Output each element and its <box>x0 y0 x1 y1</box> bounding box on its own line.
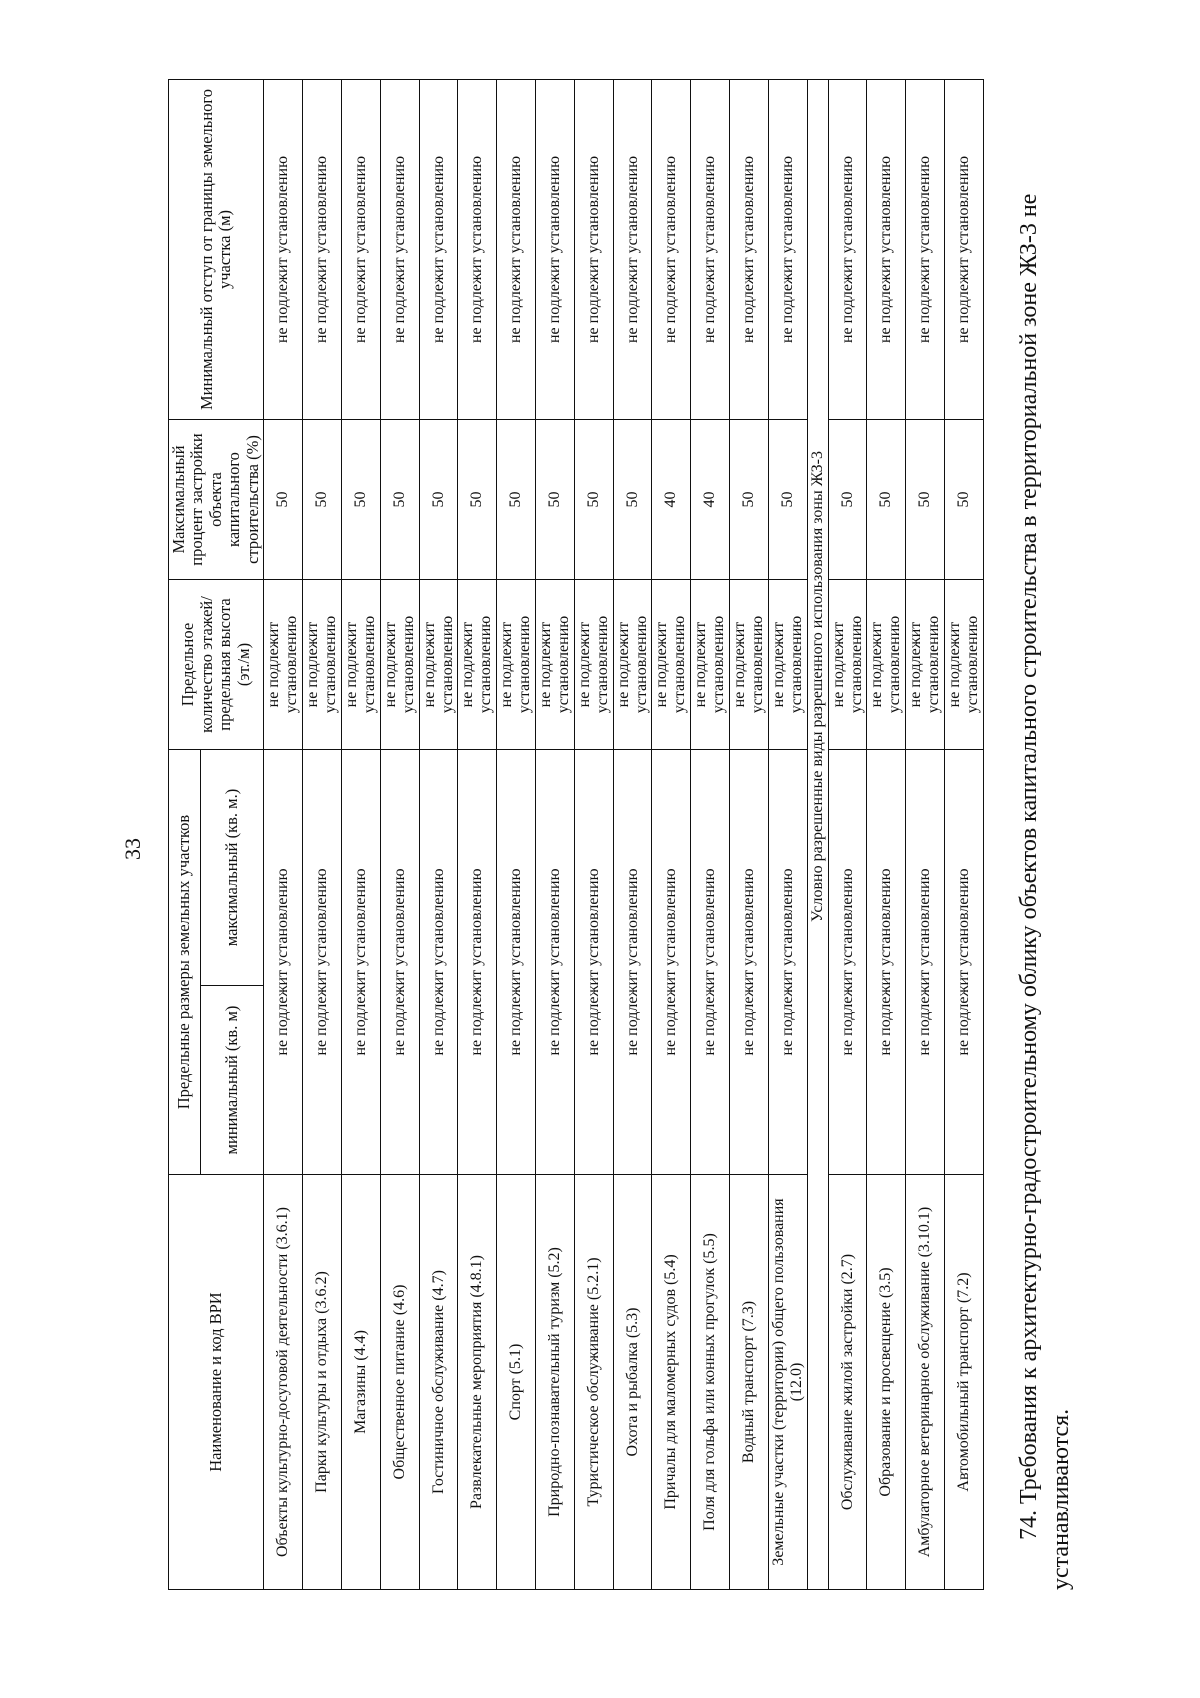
header-floors: Предельное количество этажей/ предельная высота (эт./м) <box>169 580 264 750</box>
row-floors: не подлежит установлению <box>691 580 730 750</box>
section-row <box>807 80 828 1590</box>
row-plot-size: не подлежит установлению <box>574 750 613 1175</box>
row-name: Спорт (5.1) <box>497 1175 536 1590</box>
row-floors: не подлежит установлению <box>458 580 497 750</box>
row-setback: не подлежит установлению <box>264 80 303 420</box>
table-row <box>867 80 906 1590</box>
row-name: Туристическое обслуживание (5.2.1) <box>574 1175 613 1590</box>
row-percent: 50 <box>945 420 984 580</box>
table-section <box>807 80 828 1590</box>
row-percent: 50 <box>497 420 536 580</box>
row-name: Причалы для маломерных судов (5.4) <box>652 1175 691 1590</box>
table-row <box>906 80 945 1590</box>
row-name: Гостиничное обслуживание (4.7) <box>419 1175 458 1590</box>
row-percent: 50 <box>341 420 380 580</box>
table-row <box>945 80 984 1590</box>
row-percent: 50 <box>574 420 613 580</box>
row-plot-size: не подлежит установлению <box>906 750 945 1175</box>
row-setback: не подлежит установлению <box>867 80 906 420</box>
row-setback: не подлежит установлению <box>497 80 536 420</box>
header-name: Наименование и код ВРИ <box>169 1175 264 1590</box>
row-floors: не подлежит установлению <box>768 580 807 750</box>
zoning-parameters-table <box>168 79 984 1590</box>
row-floors: не подлежит установлению <box>264 580 303 750</box>
header-plot-sizes: Предельные размеры земельных участков <box>169 750 201 1175</box>
row-plot-size: не подлежит установлению <box>380 750 419 1175</box>
row-setback: не подлежит установлению <box>419 80 458 420</box>
row-floors: не подлежит установлению <box>419 580 458 750</box>
row-plot-size: не подлежит установлению <box>536 750 575 1175</box>
row-name: Амбулаторное ветеринарное обслуживание (3.10.1) <box>906 1175 945 1590</box>
row-setback: не подлежит установлению <box>380 80 419 420</box>
table-row <box>730 80 769 1590</box>
row-setback: не подлежит установлению <box>574 80 613 420</box>
row-plot-size: не подлежит установлению <box>497 750 536 1175</box>
rotated-page-content <box>168 80 1077 1590</box>
header-min-max <box>201 750 264 1175</box>
row-name: Развлекательные мероприятия (4.8.1) <box>458 1175 497 1590</box>
row-setback: не подлежит установлению <box>945 80 984 420</box>
row-plot-size: не подлежит установлению <box>867 750 906 1175</box>
row-percent: 50 <box>380 420 419 580</box>
table-row <box>419 80 458 1590</box>
row-floors: не подлежит установлению <box>828 580 867 750</box>
row-percent: 50 <box>867 420 906 580</box>
section-title: Условно разрешенные виды разрешенного использования зоны ЖЗ-3 <box>807 80 828 1590</box>
row-name: Поля для гольфа или конных прогулок (5.5) <box>691 1175 730 1590</box>
table-header-row <box>169 80 201 1590</box>
row-plot-size: не подлежит установлению <box>341 750 380 1175</box>
row-plot-size: не подлежит установлению <box>768 750 807 1175</box>
row-name: Природно-познавательный туризм (5.2) <box>536 1175 575 1590</box>
row-plot-size: не подлежит установлению <box>652 750 691 1175</box>
row-percent: 40 <box>652 420 691 580</box>
row-setback: не подлежит установлению <box>341 80 380 420</box>
table-row <box>574 80 613 1590</box>
row-setback: не подлежит установлению <box>458 80 497 420</box>
row-floors: не подлежит установлению <box>652 580 691 750</box>
row-plot-size: не подлежит установлению <box>691 750 730 1175</box>
row-percent: 50 <box>536 420 575 580</box>
row-name: Общественное питание (4.6) <box>380 1175 419 1590</box>
row-floors: не подлежит установлению <box>613 580 652 750</box>
row-floors: не подлежит установлению <box>497 580 536 750</box>
table-row <box>768 80 807 1590</box>
row-percent: 50 <box>828 420 867 580</box>
row-percent: 50 <box>906 420 945 580</box>
row-name: Объекты культурно-досуговой деятельности (3.6.1) <box>264 1175 303 1590</box>
row-percent: 50 <box>419 420 458 580</box>
row-setback: не подлежит установлению <box>613 80 652 420</box>
table-row <box>536 80 575 1590</box>
table-row <box>303 80 342 1590</box>
table-row <box>458 80 497 1590</box>
row-name: Образование и просвещение (3.5) <box>867 1175 906 1590</box>
table-row <box>828 80 867 1590</box>
row-plot-size: не подлежит установлению <box>303 750 342 1175</box>
row-name: Автомобильный транспорт (7.2) <box>945 1175 984 1590</box>
table-row <box>652 80 691 1590</box>
row-floors: не подлежит установлению <box>867 580 906 750</box>
row-floors: не подлежит установлению <box>574 580 613 750</box>
row-setback: не подлежит установлению <box>691 80 730 420</box>
row-setback: не подлежит установлению <box>828 80 867 420</box>
row-percent: 40 <box>691 420 730 580</box>
row-floors: не подлежит установлению <box>945 580 984 750</box>
table-row <box>264 80 303 1590</box>
row-floors: не подлежит установлению <box>906 580 945 750</box>
header-setback: Минимальный отступ от границы земельного участка (м) <box>169 80 264 420</box>
header-max: максимальный (кв. м.) <box>222 788 242 947</box>
row-name: Парки культуры и отдыха (3.6.2) <box>303 1175 342 1590</box>
row-name: Водный транспорт (7.3) <box>730 1175 769 1590</box>
row-setback: не подлежит установлению <box>730 80 769 420</box>
row-plot-size: не подлежит установлению <box>458 750 497 1175</box>
row-floors: не подлежит установлению <box>536 580 575 750</box>
row-floors: не подлежит установлению <box>341 580 380 750</box>
table-row <box>691 80 730 1590</box>
row-floors: не подлежит установлению <box>730 580 769 750</box>
row-percent: 50 <box>768 420 807 580</box>
row-setback: не подлежит установлению <box>768 80 807 420</box>
row-percent: 50 <box>458 420 497 580</box>
table-row <box>613 80 652 1590</box>
row-setback: не подлежит установлению <box>652 80 691 420</box>
header-min: минимальный (кв. м) <box>201 985 263 1174</box>
row-percent: 50 <box>264 420 303 580</box>
row-percent: 50 <box>730 420 769 580</box>
page-number: 33 <box>120 838 145 860</box>
table-row <box>497 80 536 1590</box>
table-row <box>341 80 380 1590</box>
row-name: Обслуживание жилой застройки (2.7) <box>828 1175 867 1590</box>
row-setback: не подлежит установлению <box>906 80 945 420</box>
row-setback: не подлежит установлению <box>536 80 575 420</box>
row-plot-size: не подлежит установлению <box>730 750 769 1175</box>
paragraph-text: 74. Требования к архитектурно-градостроительному облику объектов капитального строительства в территориальной зоне ЖЗ-3 не устанавливаются. <box>1015 193 1074 1590</box>
row-name: Земельные участки (территории) общего пользования (12.0) <box>768 1175 807 1590</box>
row-plot-size: не подлежит установлению <box>264 750 303 1175</box>
row-plot-size: не подлежит установлению <box>613 750 652 1175</box>
table-row <box>380 80 419 1590</box>
row-setback: не подлежит установлению <box>303 80 342 420</box>
row-floors: не подлежит установлению <box>303 580 342 750</box>
row-name: Магазины (4.4) <box>341 1175 380 1590</box>
header-percent: Максимальный процент застройки объекта капитального строительства (%) <box>169 420 264 580</box>
row-percent: 50 <box>613 420 652 580</box>
row-plot-size: не подлежит установлению <box>828 750 867 1175</box>
row-name: Охота и рыбалка (5.3) <box>613 1175 652 1590</box>
table-body-conditional <box>828 80 983 1590</box>
row-plot-size: не подлежит установлению <box>945 750 984 1175</box>
paragraph-74 <box>1014 90 1077 1590</box>
row-floors: не подлежит установлению <box>380 580 419 750</box>
row-plot-size: не подлежит установлению <box>419 750 458 1175</box>
row-percent: 50 <box>303 420 342 580</box>
table-body-main <box>264 80 807 1590</box>
